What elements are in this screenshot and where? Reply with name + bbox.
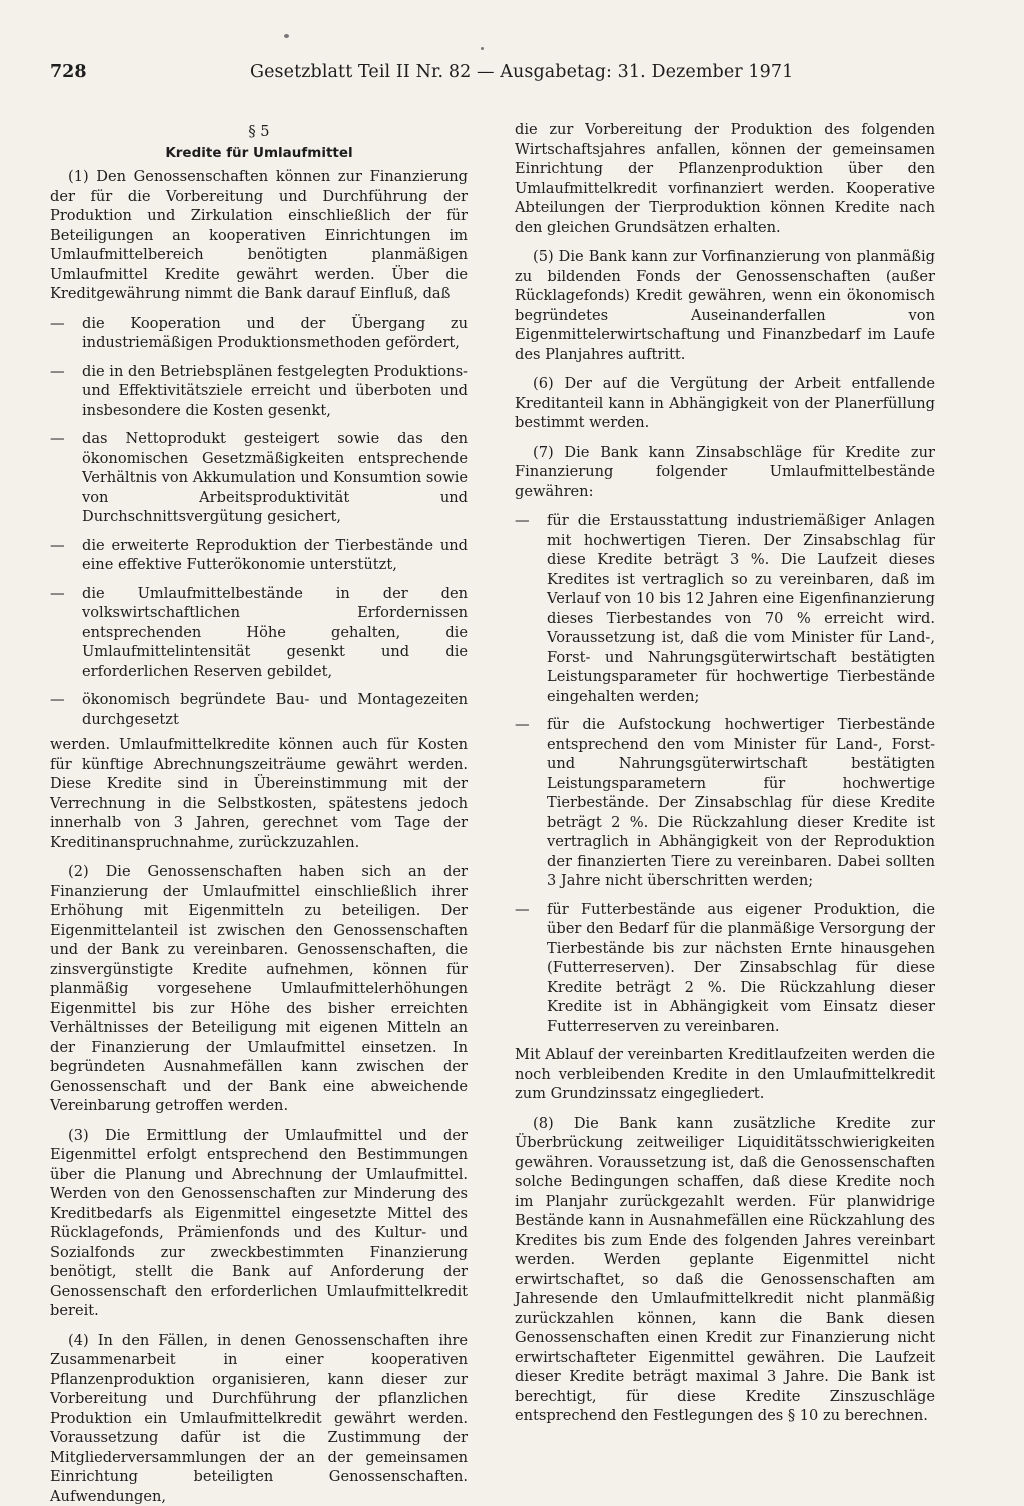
paragraph-4: (4) In den Fällen, in denen Genossenschaften ihre Zusammenarbeit in einer kooperativen Pflanzenproduktion organisieren, kann dieser zur Vorbereitung und Durchführung der pflanzlichen Produktion ein Umlaufmittelkredit gewährt werden. Voraussetzung dafür ist die Zustimmung der Mitgliederversammlungen der an der gemeinsamen Einrichtung beteiligten Genossenschaften. Aufwendungen, [50,1331,468,1506]
left-column [50,122,468,1352]
paragraph-1-intro: (1) Den Genossenschaften können zur Finanzierung der für die Vorbereitung und Durchführung der Produktion und Zirkulation einschließlich der für Beteiligungen an kooperativen Einrichtungen im Umlaufmittelbereich benötigten planmäßigen Umlaufmittel Kredite gewährt werden. Über die Kreditgewährung nimmt die Bank darauf Einfluß, daß [50,167,468,304]
section-title: Kredite für Umlaufmittel [50,144,468,164]
paragraph-4-continued: die zur Vorbereitung der Produktion des folgenden Wirtschaftsjahres anfallen, können der gemeinsamen Einrichtung der Pflanzenproduktion über den Umlaufmittelkredit vorfinanziert werden. Kooperative Abteilungen der Tierproduktion können Kredite nach den gleichen Grundsätzen erhalten. [515,120,935,237]
page-number: 728 [50,62,87,82]
paragraph-5: (5) Die Bank kann zur Vorfinanzierung von planmäßig zu bildenden Fonds der Genossenschaften (außer Rücklagefonds) Kredit gewähren, wenn ein ökonomisch begründetes Auseinanderfallen von Eigenmittelerwirtschaftung und Finanzbedarf im Laufe des Planjahres auftritt. [515,247,935,364]
paragraph-6: (6) Der auf die Vergütung der Arbeit entfallende Kreditanteil kann in Abhängigkeit von der Planerfüllung bestimmt werden. [515,374,935,433]
paragraph-1-closing: werden. Umlaufmittelkredite können auch für Kosten für künftige Abrechnungszeiträume gewährt werden. Diese Kredite sind in Übereinstimmung mit der Verrechnung in die Selbstkosten, spätestens jedoch innerhalb von 3 Jahren, gerechnet vom Tage der Kreditinanspruchnahme, zurückzuzahlen. [50,735,468,852]
right-column [515,120,935,1350]
paragraph-1-list [50,314,468,730]
paper-speck [284,34,289,38]
list-item: — die Kooperation und der Übergang zu industriemäßigen Produktionsmethoden gefördert, [50,314,468,353]
list-item: — für die Aufstockung hochwertiger Tierbestände entsprechend den vom Minister für Land-, Forst- und Nahrungsgüterwirtschaft bestätigten Leistungsparametern für hochwertige Tierbestände. Der Zinsabschlag für diese Kredite beträgt 2 %. Die Rückzahlung dieser Kredite ist vertraglich in Abhängigkeit von der Reproduktion der finanzierten Tiere zu vereinbaren. Dabei sollten 3 Jahre nicht überschritten werden; [515,715,935,891]
paragraph-7-intro: (7) Die Bank kann Zinsabschläge für Kredite zur Finanzierung folgender Umlaufmittelbestände gewähren: [515,443,935,502]
page-header [50,62,950,88]
list-item: — die in den Betriebsplänen festgelegten Produktions- und Effektivitätsziele erreicht und überboten und insbesondere die Kosten gesenkt, [50,362,468,421]
list-item: — die erweiterte Reproduktion der Tierbestände und eine effektive Futterökonomie unterstützt, [50,536,468,575]
gazette-title: Gesetzblatt Teil II Nr. 82 — Ausgabetag: 31. Dezember 1971 [250,62,793,82]
section-number: § 5 [50,122,468,142]
list-item: — ökonomisch begründete Bau- und Montagezeiten durchgesetzt [50,690,468,729]
paragraph-7-list [515,511,935,1036]
paragraph-8: (8) Die Bank kann zusätzliche Kredite zur Überbrückung zeitweiliger Liquiditätsschwierigkeiten gewähren. Voraussetzung ist, daß die Genossenschaften solche Bedingungen schaffen, daß diese Kredite noch im Planjahr zurückgezahlt werden. Für planwidrige Bestände kann in Ausnahmefällen eine Rückzahlung des Kredites bis zum Ende des folgenden Jahres vereinbart werden. Werden geplante Eigenmittel nicht erwirtschaftet, so daß die Genossenschaften am Jahresende den Umlaufmittelkredit nicht planmäßig zurückzahlen können, kann die Bank diesen Genossenschaften einen Kredit zur Finanzierung nicht erwirtschafteter Eigenmittel gewähren. Die Laufzeit dieser Kredite beträgt maximal 3 Jahre. Die Bank ist berechtigt, für diese Kredite Zinszuschläge entsprechend den Festlegungen des § 10 zu berechnen. [515,1114,935,1426]
list-item: — für die Erstausstattung industriemäßiger Anlagen mit hochwertigen Tieren. Der Zinsabschlag für diese Kredite beträgt 3 %. Die Laufzeit dieses Kredites ist vertraglich so zu vereinbaren, daß im Verlauf von 10 bis 12 Jahren eine Eigenfinanzierung dieses Tierbestandes von 70 % erreicht wird. Voraussetzung ist, daß die vom Minister für Land-, Forst- und Nahrungsgüterwirtschaft bestätigten Leistungsparameter für hochwertige Tierbestände eingehalten werden; [515,511,935,706]
paragraph-7-closing: Mit Ablauf der vereinbarten Kreditlaufzeiten werden die noch verbleibenden Kredite in den Umlaufmittelkredit zum Grundzinssatz eingegliedert. [515,1045,935,1104]
list-item: — die Umlaufmittelbestände in der den volkswirtschaftlichen Erfordernissen entsprechenden Höhe gehalten, die Umlaufmittelintensität gesenkt und die erforderlichen Reserven gebildet, [50,584,468,682]
paragraph-3: (3) Die Ermittlung der Umlaufmittel und der Eigenmittel erfolgt entsprechend den Bestimmungen über die Planung und Abrechnung der Umlaufmittel. Werden von den Genossenschaften zur Minderung des Kreditbedarfs als Eigenmittel eingesetzte Mittel des Rücklagefonds, Prämienfonds und des Kultur- und Sozialfonds zur zweckbestimmten Finanzierung benötigt, stellt die Bank auf Anforderung der Genossenschaft den erforderlichen Umlaufmittelkredit bereit. [50,1126,468,1321]
list-item: — das Nettoprodukt gesteigert sowie das den ökonomischen Gesetzmäßigkeiten entsprechende Verhältnis von Akkumulation und Konsumtion sowie von Arbeitsproduktivität und Durchschnittsvergütung gesichert, [50,429,468,527]
paper-speck [481,47,484,50]
paragraph-2: (2) Die Genossenschaften haben sich an der Finanzierung der Umlaufmittel einschließlich ihrer Erhöhung mit Eigenmitteln zu beteiligen. Der Eigenmittelanteil ist zwischen den Genossenschaften und der Bank zu vereinbaren. Genossenschaften, die zinsvergünstigte Kredite aufnehmen, können für planmäßig vorgesehene Umlaufmittelerhöhungen Eigenmittel bis zur Höhe des bisher erreichten Verhältnisses der Beteiligung mit eigenen Mitteln an der Finanzierung der Umlaufmittel einsetzen. In begründeten Ausnahmefällen kann zwischen der Genossenschaft und der Bank eine abweichende Vereinbarung getroffen werden. [50,862,468,1116]
list-item: — für Futterbestände aus eigener Produktion, die über den Bedarf für die planmäßige Versorgung der Tierbestände bis zur nächsten Ernte hinausgehen (Futterreserven). Der Zinsabschlag für diese Kredite beträgt 2 %. Die Rückzahlung dieser Kredite ist in Abhängigkeit vom Einsatz dieser Futterreserven zu vereinbaren. [515,900,935,1037]
